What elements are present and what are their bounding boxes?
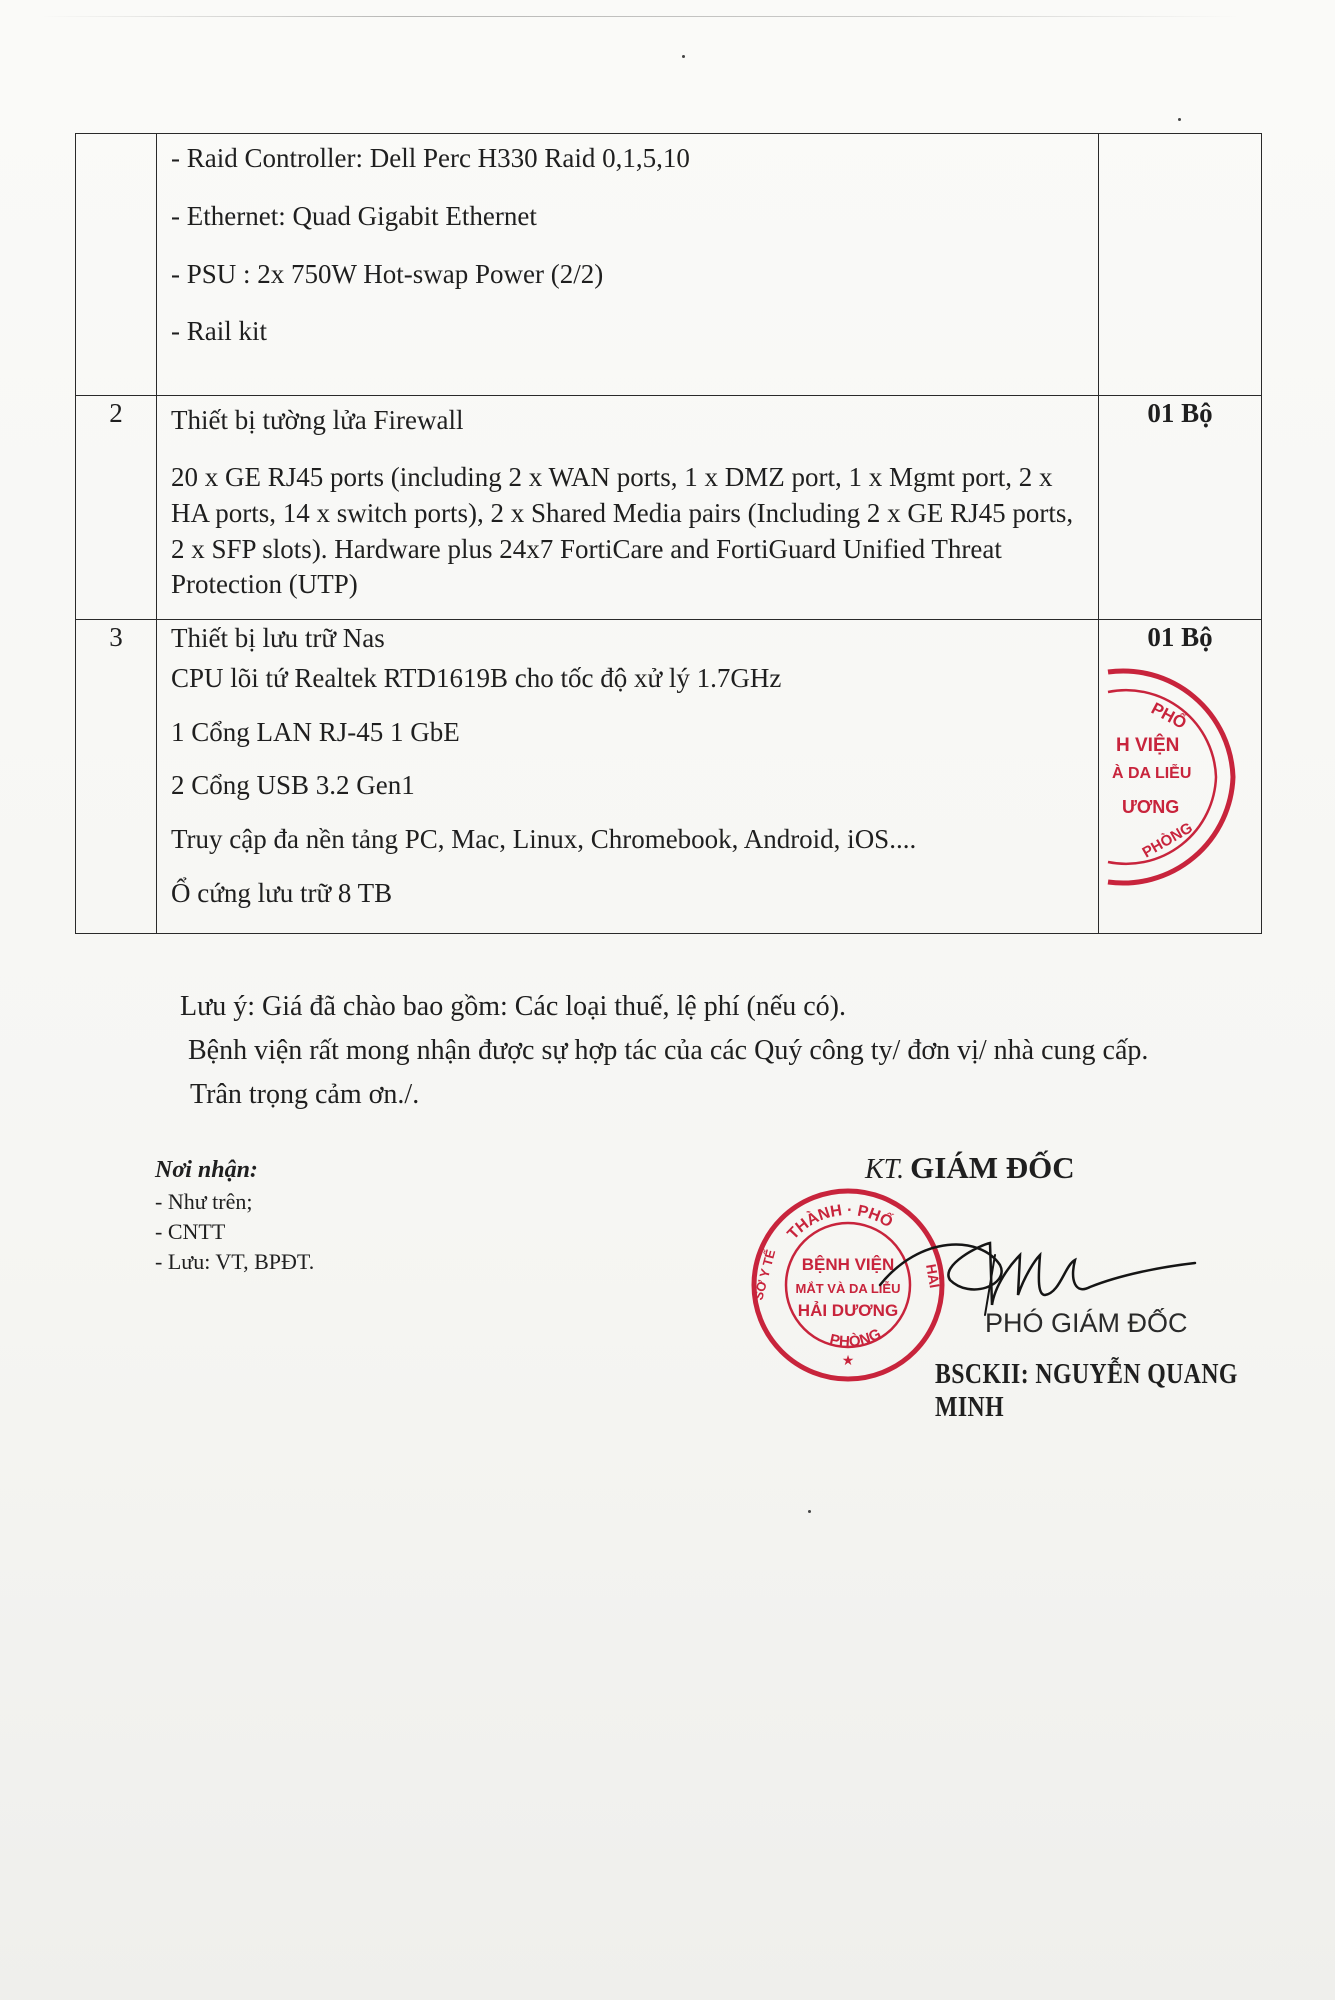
row-number: 2 bbox=[76, 396, 157, 620]
scan-speck bbox=[682, 55, 685, 58]
scan-speck bbox=[808, 1510, 811, 1513]
row-description bbox=[157, 134, 1099, 396]
seal-center-line: MẮT VÀ DA LIỄU bbox=[795, 1281, 901, 1296]
row-description bbox=[157, 620, 1099, 934]
item-title: Thiết bị lưu trữ Nas bbox=[171, 623, 385, 653]
recipient-item: - Như trên; bbox=[155, 1189, 253, 1214]
spec-line: Ổ cứng lưu trữ 8 TB bbox=[171, 877, 393, 908]
recipient-item: - Lưu: VT, BPĐT. bbox=[155, 1249, 315, 1274]
signatory-name: BSCKII: NGUYỄN QUANG MINH bbox=[935, 1358, 1238, 1423]
spec-line: CPU lõi tứ Realtek RTD1619B cho tốc độ xử lý 1.7GHz bbox=[171, 662, 782, 693]
stamp-center-line: ƯƠNG bbox=[1122, 797, 1180, 817]
table-row bbox=[76, 134, 1262, 396]
row-description bbox=[157, 396, 1099, 620]
director-title: GIÁM ĐỐC bbox=[910, 1150, 1075, 1185]
spec-line: - Ethernet: Quad Gigabit Ethernet bbox=[171, 200, 537, 231]
stamp-center-line: H VIỆN bbox=[1116, 735, 1180, 756]
quantity-text: 01 Bộ bbox=[1147, 622, 1213, 652]
seal-star-icon: ★ bbox=[841, 1352, 855, 1368]
row-number bbox=[76, 134, 157, 396]
closing-notes bbox=[180, 985, 1148, 1117]
kt-prefix: KT. bbox=[865, 1154, 905, 1185]
row-quantity bbox=[1099, 134, 1262, 396]
recipients-block bbox=[155, 1155, 314, 1277]
scan-edge-line bbox=[40, 16, 1240, 17]
spec-line: - Rail kit bbox=[171, 316, 267, 347]
note-line: Lưu ý: Giá đã chào bao gồm: Các loại thuế, lệ phí (nếu có). bbox=[180, 991, 846, 1022]
seal-ring-text: THÀNH · PHỐ bbox=[784, 1201, 896, 1244]
spec-line: Truy cập đa nền tảng PC, Mac, Linux, Chromebook, Android, iOS.... bbox=[171, 824, 917, 854]
stamp-center-line: À DA LIỄU bbox=[1112, 765, 1192, 782]
spec-line: 1 Cổng LAN RJ-45 1 GbE bbox=[171, 716, 460, 747]
seal-ring-text: PHÒNG bbox=[828, 1325, 884, 1351]
partial-stamp-icon bbox=[1098, 662, 1258, 892]
signatory-role: PHÓ GIÁM ĐỐC bbox=[985, 1308, 1188, 1338]
row-quantity: 01 Bộ bbox=[1099, 396, 1262, 620]
seal-center-line: HẢI DƯƠNG bbox=[797, 1301, 899, 1320]
stamp-ring-text: PHÒNG bbox=[1139, 819, 1196, 862]
table-row bbox=[76, 620, 1262, 934]
equipment-table bbox=[75, 133, 1262, 934]
item-specification: 20 x GE RJ45 ports (including 2 x WAN ports, 1 x DMZ port, 1 x Mgmt port, 2 x HA ports, 14 x switch ports), 2 x Shared Media pairs (Including 2 x GE RJ45 ports, 2 x SFP slots). Hardware plus 24x7 FortiCare and FortiGuard Unified Threat Protection (UTP) bbox=[171, 461, 1074, 600]
item-title: Thiết bị tường lửa Firewall bbox=[171, 405, 464, 435]
table-row bbox=[76, 396, 1262, 620]
seal-ring-text: HẢI bbox=[923, 1262, 943, 1290]
recipients-heading: Nơi nhận: bbox=[155, 1157, 258, 1183]
spec-line: - Raid Controller: Dell Perc H330 Raid 0,1,5,10 bbox=[171, 143, 690, 173]
stamp-ring-text: PHỐ bbox=[1148, 698, 1190, 733]
spec-line: - PSU : 2x 750W Hot-swap Power (2/2) bbox=[171, 258, 604, 289]
seal-ring-text: SỞ Y TẾ bbox=[750, 1247, 779, 1302]
row-number: 3 bbox=[76, 620, 157, 934]
signatory-title bbox=[865, 1150, 1075, 1186]
seal-center-line: BỆNH VIỆN bbox=[801, 1255, 895, 1274]
spec-line: 2 Cổng USB 3.2 Gen1 bbox=[171, 770, 415, 801]
recipient-item: - CNTT bbox=[155, 1219, 226, 1244]
note-line: Bệnh viện rất mong nhận được sự hợp tác của các Quý công ty/ đơn vị/ nhà cung cấp. bbox=[188, 1035, 1149, 1066]
scan-speck bbox=[1178, 118, 1181, 121]
note-line: Trân trọng cảm ơn./. bbox=[190, 1079, 420, 1110]
